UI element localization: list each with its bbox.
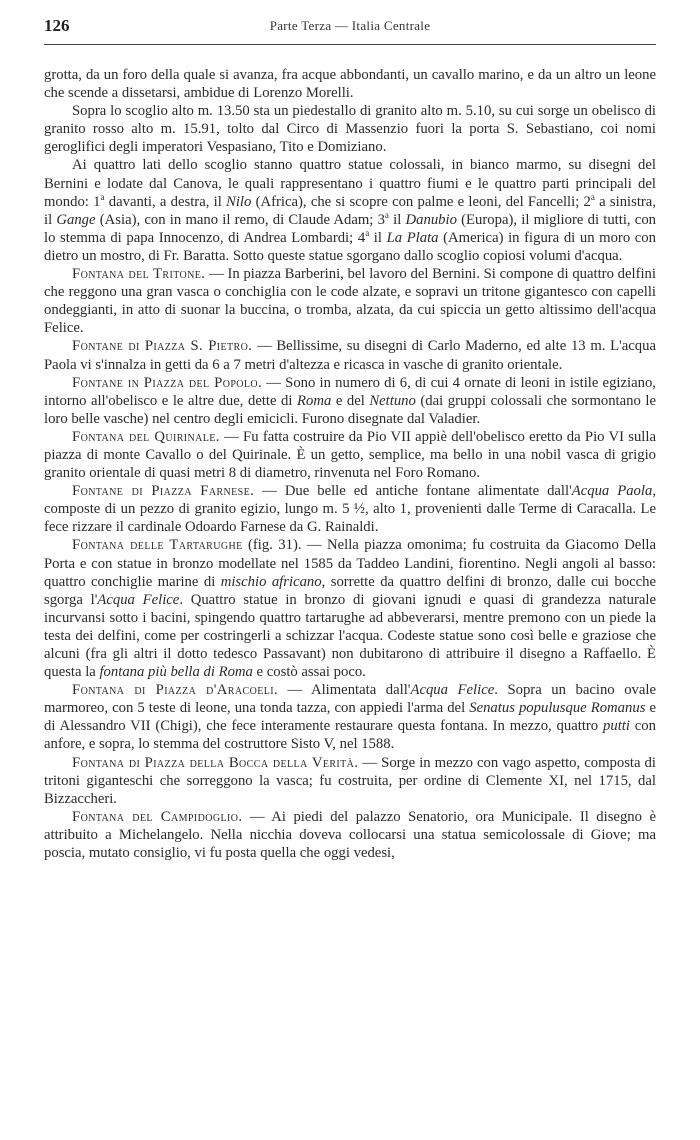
entry-heading: Fontane di Piazza S. Pietro. bbox=[72, 338, 253, 355]
entry-heading: Fontana del Campidoglio. bbox=[72, 808, 243, 825]
entry-fontane-san-pietro: Fontane di Piazza S. Pietro. — Bellissime, su disegni di Carlo Maderno, ed alte 13 m. L'acqua Paola vi s'innalza in getti da 6 a 7 metri d'altezza e ricasca in vasche di granito orientale. bbox=[44, 338, 656, 373]
body-text bbox=[44, 66, 656, 862]
entry-heading: Fontana del Tritone. bbox=[72, 266, 206, 283]
entry-heading: Fontane in Piazza del Popolo. bbox=[72, 374, 263, 391]
page-number: 126 bbox=[44, 16, 70, 35]
entry-fontane-farnese: Fontane di Piazza Farnese. — Due belle ed antiche fontane alimentate dall'Acqua Paola, composte di un pezzo di granito egizio, lungo m. 5 ½, alto 1, provenienti dalle Terme di Caracalla. Le fece rizzare il cardinale Odoardo Farnese da G. Rainaldi. bbox=[44, 483, 656, 536]
paragraph-continuation: grotta, da un foro della quale si avanza, fra acque abbondanti, un cavallo marino, e da un altro un leone che scende a dissetarsi, ambidue di Lorenzo Morelli. bbox=[44, 67, 656, 102]
entry-heading: Fontane di Piazza Farnese. bbox=[72, 483, 255, 500]
entry-fontane-popolo: Fontane in Piazza del Popolo. — Sono in numero di 6, di cui 4 ornate di leoni in istile egiziano, intorno all'obelisco e le altre due, dette di Roma e del Nettuno (dai gruppi colossali che sormontano le loro belle vasche) nel centro degli emicicli. Furono disegnate dal Valadier. bbox=[44, 374, 656, 427]
entry-fontana-campidoglio: Fontana del Campidoglio. — Ai piedi del palazzo Senatorio, ora Municipale. Il disegno è attribuito a Michelangelo. Nella nicchia doveva collocarsi una statua semicolossale di Giove; ma poscia, mutato consiglio, vi fu posta quella che oggi vedesi, bbox=[44, 808, 656, 862]
entry-fontana-aracoeli: Fontana di Piazza d'Aracoeli. — Alimentata dall'Acqua Felice. Sopra un bacino ovale marmoreo, con 5 teste di leone, una tonda tazza, con appiedi l'arma del Senatus populusque Romanus e di Alessandro VII (Chigi), che fece interamente restaurare questa fontana. In mezzo, quattro putti con anfore, e sopra, lo stemma del costruttore Sisto V, nel 1588. bbox=[44, 682, 656, 753]
entry-heading: Fontana di Piazza d'Aracoeli. bbox=[72, 682, 279, 699]
entry-fontana-tritone: Fontana del Tritone. — In piazza Barberini, bel lavoro del Bernini. Si compone di quattro delfini che reggono una gran vasca o conchiglia con le code alzate, e sopravi un tritone gigantesco con capelli ondeggianti, in atto di suonar la buccina, o tromba, alzata, da cui spiccia un getto altissimo dell'acqua Felice. bbox=[44, 266, 656, 337]
entry-fontana-tartarughe: Fontana delle Tartarughe (fig. 31). — Nella piazza omonima; fu costruita da Giacomo Della Porta e con statue in bronzo modellate nel 1585 da Taddeo Landini, fiorentino. Negli angoli al basso: quattro conchiglie marine di mischio africano, sorrette da quattro delfini di bronzo, dalle cui bocche sgorga l'Acqua Felice. Quattro statue in bronzo di giovani ignudi e quasi di grandezza naturale incurvansi sotto i bacini, spingendo quattro tartarughe ad abbeverarsi, mentre premono con un piede la testa dei delfini, come per costringerli a schizzar l'acqua. Codeste statue sono così belle e graziose che alcuni (fra gli altri il dotto tedesco Passavant) non dubitarono di attribuire il disegno a Raffaello. È questa la fontana più bella di Roma e costò assai poco. bbox=[44, 537, 656, 681]
entry-fontana-bocca-verita: Fontana di Piazza della Bocca della Verità. — Sorge in mezzo con vago aspetto, composta di tritoni giganteschi che sorreggono la vasca; fu costruita, per ordine di Clemente XI, nel 1715, dal Bizzaccheri. bbox=[44, 754, 656, 807]
page-header bbox=[44, 14, 656, 42]
entry-heading: Fontana del Quirinale. bbox=[72, 428, 220, 445]
running-head: Parte Terza — Italia Centrale bbox=[269, 18, 431, 33]
entry-heading: Fontana di Piazza della Bocca della Verità. bbox=[72, 754, 359, 771]
entry-fontana-quirinale: Fontana del Quirinale. — Fu fatta costruire da Pio VII appiè dell'obelisco eretto da Pio VI sulla piazza di monte Cavallo o del Quirinale. È un getto, semplice, ma bello in una nobil vasca di grigio granito orientale di quasi metri 8 di diametro, rinvenuta nel Foro Romano. bbox=[44, 428, 656, 482]
entry-heading: Fontana delle Tartarughe bbox=[72, 537, 243, 554]
header-rule bbox=[44, 44, 656, 45]
paragraph-obelisco: Sopra lo scoglio alto m. 13.50 sta un piedestallo di granito alto m. 5.10, su cui sorge un obelisco di granito rosso alto m. 15.91, tolto dal Circo di Massenzio fuori la porta S. Sebastiano, coi nomi geroglifici degli imperatori Vespasiano, Tito e Domiziano. bbox=[44, 103, 656, 156]
paragraph-statue: Ai quattro lati dello scoglio stanno quattro statue colossali, in bianco marmo, su disegni del Bernini e lodate dal Canova, le quali rappresentano i quattro fiumi e le quattro parti principali del mondo: 1$^a$ davanti, a destra, il Nilo (Africa), che si scopre con palme e leoni, del Fancelli; 2$^a$ a sinistra, il Gange (Asia), con in mano il remo, di Claude Adam; 3$^a$ il Danubio (Europa), il migliore di tutti, con lo stemma di papa Innocenzo, di Andrea Lombardi; 4$^a$ il La Plata (America) in figura di un moro con dietro un mostro, di Fr. Baratta. Sotto queste statue sgorgano dallo scoglio copiosi volumi d'acqua. bbox=[44, 157, 657, 264]
